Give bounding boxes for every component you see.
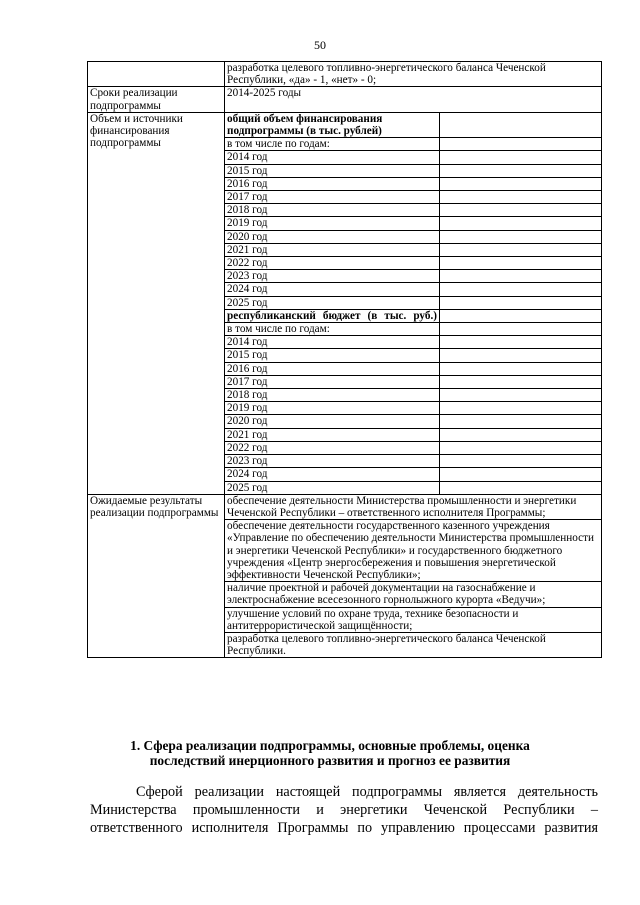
republic-year-label: 2023 год — [225, 455, 440, 468]
total-year-label: 2023 год — [225, 270, 440, 283]
republic-year-label: 2015 год — [225, 349, 440, 362]
total-year-label: 2014 год — [225, 151, 440, 164]
financing-republic-header: республиканский бюджет (в тыс. руб.) — [225, 309, 440, 322]
republic-year-label: 2024 год — [225, 468, 440, 481]
republic-year-label: 2018 год — [225, 389, 440, 402]
empty-label-cell — [88, 62, 225, 87]
subprogram-passport-table — [87, 61, 602, 658]
republic-year-label: 2019 год — [225, 402, 440, 415]
republic-year-label: 2020 год — [225, 415, 440, 428]
total-year-label: 2020 год — [225, 230, 440, 243]
paragraph-line: Сферой реализации настоящей подпрограммы является деятельность — [136, 784, 598, 800]
value-cell — [440, 468, 602, 481]
financing-total-header: общий объем финансирования подпрограммы (в тыс. рублей) — [225, 112, 440, 137]
paragraph-line: Министерства промышленности и энергетики Чеченской Республики – — [90, 802, 598, 818]
total-year-label: 2016 год — [225, 177, 440, 190]
value-cell — [440, 415, 602, 428]
results-row — [88, 494, 602, 519]
value-cell — [440, 191, 602, 204]
total-year-label: 2017 год — [225, 191, 440, 204]
value-cell — [440, 164, 602, 177]
value-cell — [440, 138, 602, 151]
value-cell — [440, 177, 602, 190]
value-cell — [440, 349, 602, 362]
republic-year-label: 2022 год — [225, 441, 440, 454]
continuation-row — [88, 62, 602, 87]
results-item: обеспечение деятельности государственного казенного учреждения «Управление по обеспечению деятельности Министерства промышленности и энергетики Чеченской Республики» и государственного бюджетного учреждения «Центр энергосбережения и повышения энергетической эффективности Чеченской Республики»; — [225, 520, 602, 582]
financing-republic-by-years: в том числе по годам: — [225, 323, 440, 336]
page-number: 50 — [314, 38, 326, 52]
value-cell — [440, 270, 602, 283]
value-cell — [440, 204, 602, 217]
value-cell — [440, 336, 602, 349]
total-year-label: 2024 год — [225, 283, 440, 296]
results-item: улучшение условий по охране труда, технике безопасности и антитеррористической защищённости; — [225, 607, 602, 632]
value-cell — [440, 481, 602, 494]
value-cell — [440, 151, 602, 164]
total-year-label: 2018 год — [225, 204, 440, 217]
total-year-label: 2015 год — [225, 164, 440, 177]
section-heading: 1. Сфера реализации подпрограммы, основные проблемы, оценка последствий инерционного развития и прогноз ее развития — [130, 738, 530, 768]
results-item: наличие проектной и рабочей документации на газоснабжение и электроснабжение всесезонного горнолыжного курорта «Ведучи»; — [225, 582, 602, 607]
financing-total-header-row — [88, 112, 602, 137]
value-cell — [440, 296, 602, 309]
republic-year-label: 2025 год — [225, 481, 440, 494]
value-cell — [440, 323, 602, 336]
period-value: 2014-2025 годы — [225, 87, 602, 112]
section-paragraph — [90, 783, 598, 837]
value-cell — [440, 441, 602, 454]
total-year-label: 2022 год — [225, 257, 440, 270]
results-item: обеспечение деятельности Министерства промышленности и энергетики Чеченской Республики – ответственного исполнителя Программы; — [225, 494, 602, 519]
value-cell — [440, 455, 602, 468]
value-cell — [440, 112, 602, 137]
results-label: Ожидаемые результаты реализации подпрограммы — [88, 494, 225, 658]
financing-total-by-years: в том числе по годам: — [225, 138, 440, 151]
value-cell — [440, 243, 602, 256]
republic-year-label: 2014 год — [225, 336, 440, 349]
value-cell — [440, 389, 602, 402]
value-cell — [440, 309, 602, 322]
value-cell — [440, 230, 602, 243]
value-cell — [440, 362, 602, 375]
period-row — [88, 87, 602, 112]
financing-label: Объем и источники финансирования подпрограммы — [88, 112, 225, 494]
value-cell — [440, 257, 602, 270]
period-label: Сроки реализации подпрограммы — [88, 87, 225, 112]
value-cell — [440, 283, 602, 296]
results-item: разработка целевого топливно-энергетического баланса Чеченской Республики. — [225, 632, 602, 657]
value-cell — [440, 375, 602, 388]
paragraph-line: ответственного исполнителя Программы по управлению процессами развития — [90, 820, 598, 836]
value-cell — [440, 428, 602, 441]
republic-year-label: 2017 год — [225, 375, 440, 388]
republic-year-label: 2016 год — [225, 362, 440, 375]
value-cell — [440, 217, 602, 230]
republic-year-label: 2021 год — [225, 428, 440, 441]
total-year-label: 2021 год — [225, 243, 440, 256]
total-year-label: 2019 год — [225, 217, 440, 230]
total-year-label: 2025 год — [225, 296, 440, 309]
value-cell — [440, 402, 602, 415]
continuation-text: разработка целевого топливно-энергетического баланса Чеченской Республики, «да» - 1, «нет» - 0; — [225, 62, 602, 87]
